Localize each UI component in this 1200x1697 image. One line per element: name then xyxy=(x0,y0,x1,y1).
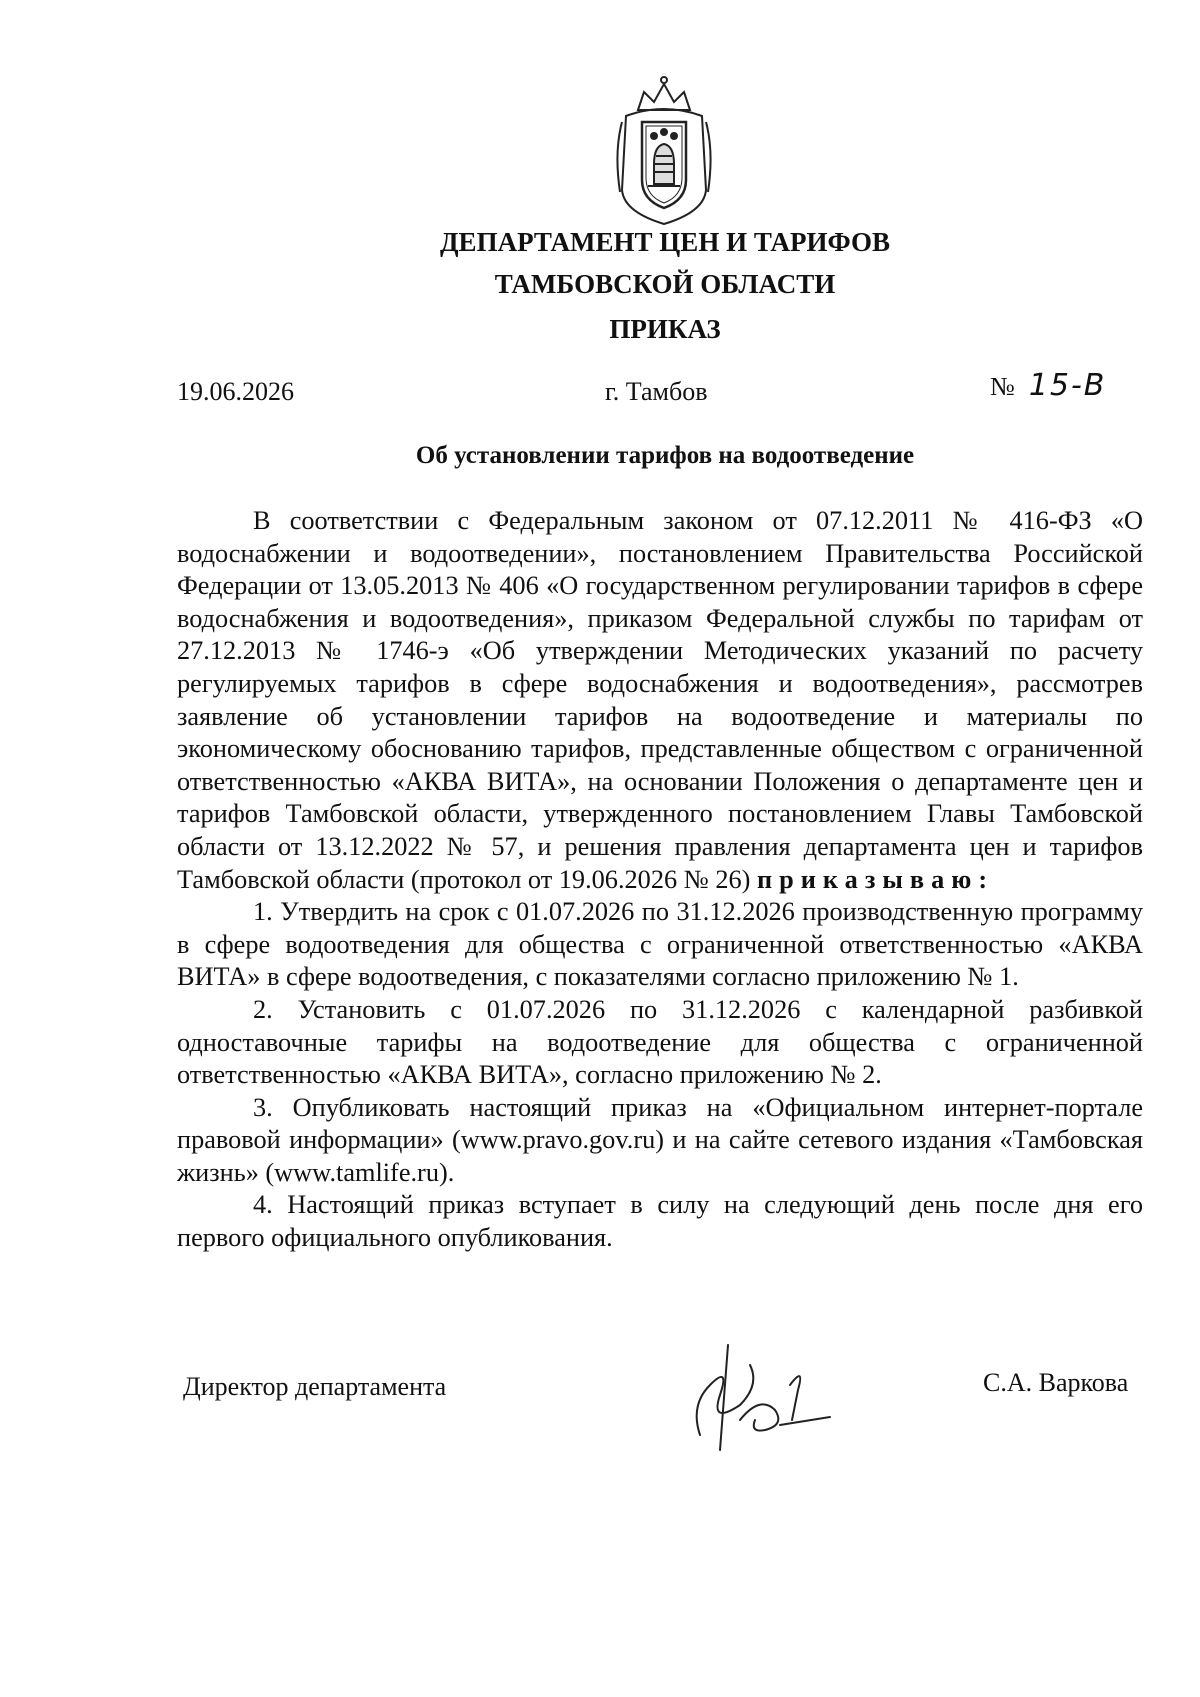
order-item-2: 2. Установить с 01.07.2026 по 31.12.2026 с календарной разбивкой одноставочные тарифы на водоотведение для общества с ограниченной ответственностью «АКВА ВИТА», согласно приложению № 2. xyxy=(177,994,1143,1090)
order-word: приказываю: xyxy=(757,864,995,894)
signatory-role: Директор департамента xyxy=(183,1372,447,1401)
document-date: 19.06.2026 xyxy=(177,377,294,406)
order-item-1: 1. Утвердить на срок с 01.07.2026 по 31.12.2026 производственную программу в сфере водоотведения для общества с ограниченной ответственностью «АКВА ВИТА» в сфере водоотведения, с показателями согласно приложению № 1. xyxy=(177,897,1143,992)
document-body xyxy=(177,505,1143,1255)
organization-name-line-2: ТАМБОВСКОЙ ОБЛАСТИ xyxy=(494,269,836,299)
preamble-paragraph xyxy=(177,505,1143,896)
document-type: ПРИКАЗ xyxy=(609,314,721,344)
tambov-coat-of-arms-icon xyxy=(608,72,720,228)
number-sign: № xyxy=(990,372,1015,401)
document-number xyxy=(990,368,1106,403)
document-city: г. Тамбов xyxy=(605,377,708,406)
signatory-name: С.А. Варкова xyxy=(983,1368,1129,1397)
order-item-4: 4. Настоящий приказ вступает в силу на следующий день после дня его первого официального опубликования. xyxy=(177,1190,1143,1253)
organization-name-line-1: ДЕПАРТАМЕНТ ЦЕН И ТАРИФОВ xyxy=(439,227,891,257)
handwritten-signature-icon xyxy=(680,1325,850,1455)
handwritten-number: 15-В xyxy=(1028,368,1107,403)
document-subject: Об установлении тарифов на водоотведение xyxy=(415,442,915,469)
preamble-text: В соответствии с Федеральным законом от 07.12.2011 № 416-ФЗ «О водоснабжении и водоотведении», постановлением Правительства Российской Федерации от 13.05.2013 № 406 «О государственном регулировании тарифов в сфере водоснабжения и водоотведения», приказом Федеральной службы по тарифам от 27.12.2013 № 1746-э «Об утверждении Методических указаний по расчету регулируемых тарифов в сфере водоснабжения и водоотведения», рассмотрев заявление об установлении тарифов на водоотведение и материалы по экономическому обоснованию тарифов, представленные обществом с ограниченной ответственностью «АКВА ВИТА», на основании Положения о департаменте цен и тарифов Тамбовской области, утвержденного постановлением Главы Тамбовской области от 13.12.2022 № 57, и решения правления департамента цен и тарифов Тамбовской области (протокол от 19.06.2026 № 26) xyxy=(177,506,1143,894)
order-item-3: 3. Опубликовать настоящий приказ на «Официальном интернет-портале правовой информации» (www.pravo.gov.ru) и на сайте сетевого издания «Тамбовская жизнь» (www.tamlife.ru). xyxy=(177,1092,1143,1187)
